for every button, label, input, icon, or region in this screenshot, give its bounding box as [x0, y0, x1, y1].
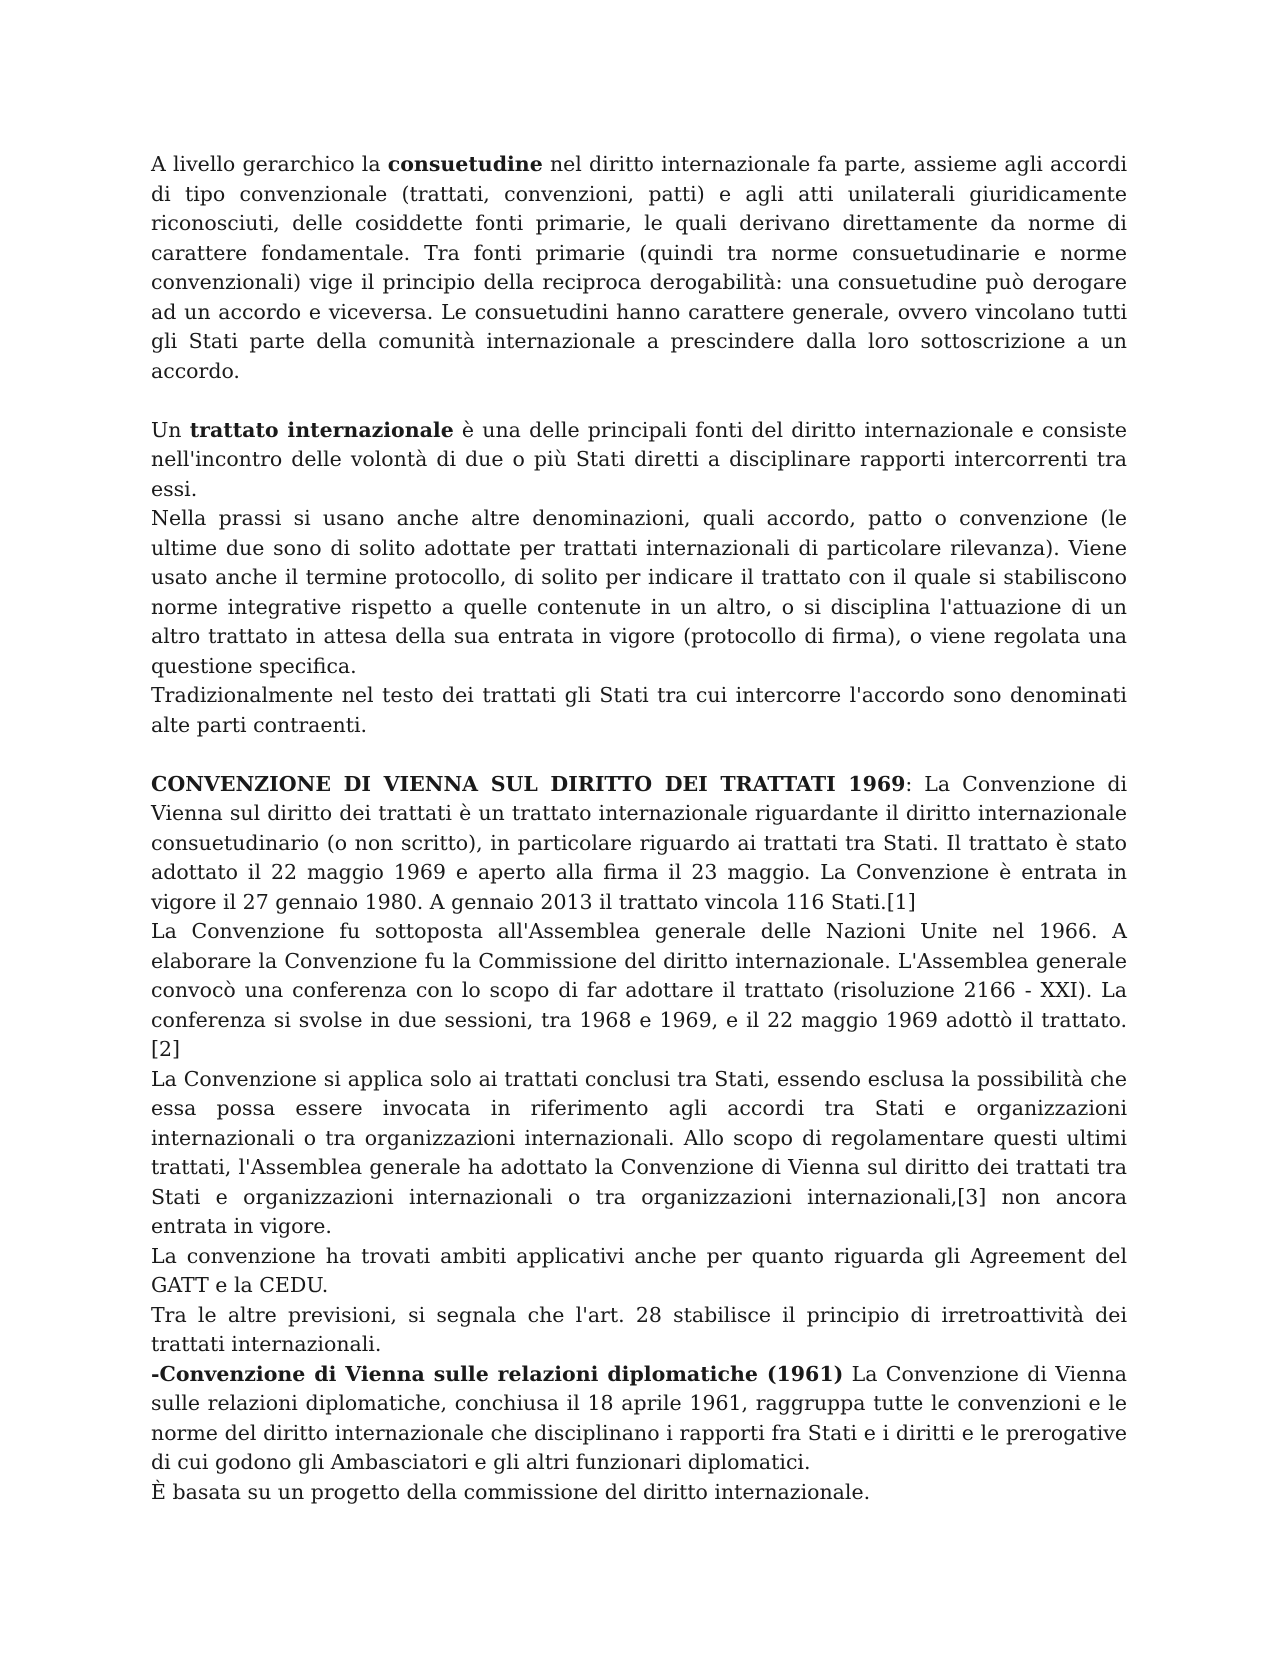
- paragraph-irretroattivita: Tra le altre previsioni, si segnala che l'art. 28 stabilisce il principio di irretroattività dei trattati internazionali.: [151, 1302, 1127, 1356]
- section-heading-vienna-1961: -Convenzione di Vienna sulle relazioni diplomatiche (1961): [151, 1361, 844, 1386]
- paragraph-spacer: [151, 740, 1127, 770]
- paragraph-text: nel diritto internazionale fa parte, assieme agli accordi di tipo convenzionale (trattati, convenzioni, patti) e agli atti unilaterali giuridicamente riconosciuti, delle cosiddette fonti primarie, le quali derivano direttamente da norme di carattere fondamentale. Tra fonti primarie (quindi tra norme consuetudinarie e norme convenzionali) vige il principio della reciproca derogabilità: una consuetudine può derogare ad un accordo e viceversa. Le consuetudini hanno carattere generale, ovvero vincolano tutti gli Stati parte della comunità internazionale a prescindere dalla loro sottoscrizione a un accordo.: [151, 152, 1127, 383]
- document-page: [151, 150, 1127, 1507]
- paragraph-text: La Convenzione di Vienna sulle relazioni diplomatiche, conchiusa il 18 aprile 1961, raggruppa tutte le convenzioni e le norme del diritto internazionale che disciplinano i rapporti fra Stati e i diritti e le prerogative di cui godono gli Ambasciatori e gli altri funzionari diplomatici.: [151, 1361, 1127, 1474]
- paragraph-gatt-cedu: La convenzione ha trovati ambiti applicativi anche per quanto riguarda gli Agreement del GATT e la CEDU.: [151, 1243, 1127, 1297]
- paragraph-trattato: [151, 416, 1127, 505]
- section-heading-vienna-1969: CONVENZIONE DI VIENNA SUL DIRITTO DEI TRATTATI 1969: [151, 771, 906, 796]
- paragraph-assemblea-generale: La Convenzione fu sottoposta all'Assemblea generale delle Nazioni Unite nel 1966. A elaborare la Convenzione fu la Commissione del diritto internazionale. L'Assemblea generale convocò una conferenza con lo scopo di far adottare il trattato (risoluzione 2166 - XXI). La conferenza si svolse in due sessioni, tra 1968 e 1969, e il 22 maggio 1969 adottò il trattato.[2]: [151, 919, 1127, 1061]
- paragraph-text: Un: [151, 417, 190, 442]
- paragraph-consuetudine: [151, 150, 1127, 386]
- bold-term-trattato: trattato internazionale: [189, 417, 454, 442]
- paragraph-prassi: Nella prassi si usano anche altre denominazioni, quali accordo, patto o convenzione (le ultime due sono di solito adottate per trattati internazionali di particolare rilevanza). Viene usato anche il termine protocollo, di solito per indicare il trattato con il quale si stabiliscono norme integrative rispetto a quelle contenute in un altro, o si disciplina l'attuazione di un altro trattato in attesa della sua entrata in vigore (protocollo di firma), o viene regolata una questione specifica.: [151, 506, 1127, 678]
- paragraph-applicazione: La Convenzione si applica solo ai trattati conclusi tra Stati, essendo esclusa la possibilità che essa possa essere invocata in riferimento agli accordi tra Stati e organizzazioni internazionali o tra organizzazioni internazionali. Allo scopo di regolamentare questi ultimi trattati, l'Assemblea generale ha adottato la Convenzione di Vienna sul diritto dei trattati tra Stati e organizzazioni internazionali o tra organizzazioni internazionali,[3] non ancora entrata in vigore.: [151, 1066, 1127, 1238]
- paragraph-parti-contraenti: Tradizionalmente nel testo dei trattati gli Stati tra cui intercorre l'accordo sono denominati alte parti contraenti.: [151, 683, 1127, 737]
- paragraph-text: A livello gerarchico la: [151, 152, 388, 176]
- paragraph-convenzione-vienna-1969: [151, 770, 1127, 918]
- paragraph-text: è una delle principali fonti del diritto internazionale e consiste nell'incontro delle volontà di due o più Stati diretti a disciplinare rapporti intercorrenti tra essi.: [151, 417, 1127, 501]
- paragraph-progetto-commissione: È basata su un progetto della commissione del diritto internazionale.: [151, 1479, 871, 1504]
- paragraph-relazioni-diplomatiche: [151, 1360, 1127, 1478]
- paragraph-text: : La Convenzione di Vienna sul diritto dei trattati è un trattato internazionale riguardante il diritto internazionale consuetudinario (o non scritto), in particolare riguardo ai trattati tra Stati. Il trattato è stato adottato il 22 maggio 1969 e aperto alla firma il 23 maggio. La Convenzione è entrata in vigore il 27 gennaio 1980. A gennaio 2013 il trattato vincola 116 Stati.[1]: [151, 771, 1128, 914]
- paragraph-spacer: [151, 386, 1127, 416]
- bold-term-consuetudine: consuetudine: [387, 152, 543, 176]
